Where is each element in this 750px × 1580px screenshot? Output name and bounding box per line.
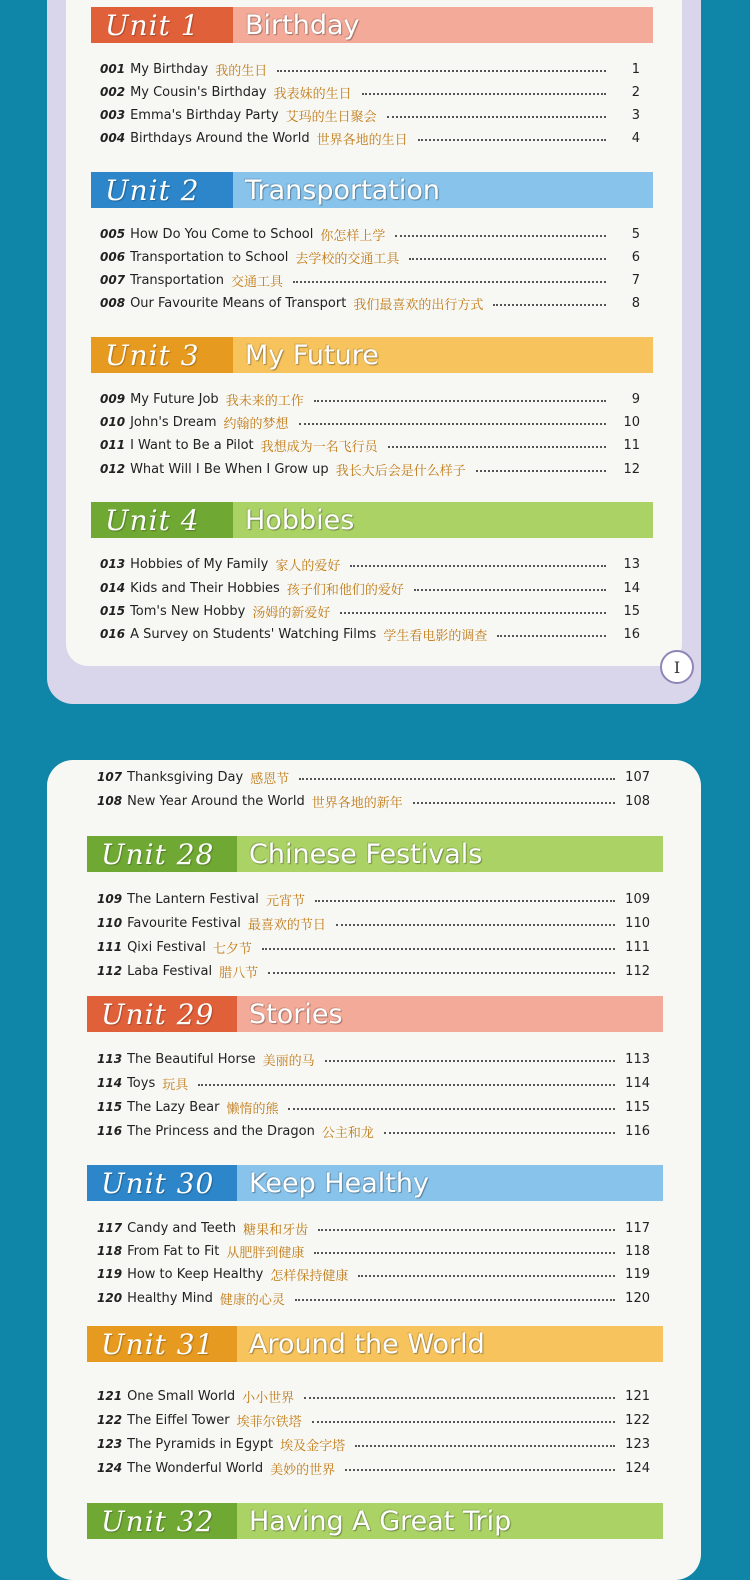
lesson-page: 11 <box>623 437 640 453</box>
lesson-page: 1 <box>631 61 640 77</box>
lesson-title-cn: 你怎样上学 <box>320 228 386 244</box>
lesson-title-cn: 小小世界 <box>242 1390 295 1406</box>
lesson-title-cn: 我的生日 <box>215 63 268 79</box>
unit-label: Unit 28 <box>87 836 237 872</box>
lesson-number: 110 <box>97 916 123 930</box>
lesson-number: 114 <box>97 1076 123 1090</box>
lesson-title-en: The Pyramids in Egypt <box>127 1436 274 1452</box>
unit-topic: Stories <box>237 996 663 1032</box>
lesson-page: 5 <box>631 226 640 242</box>
lesson-number: 005 <box>100 227 126 241</box>
lesson-row[interactable] <box>100 223 640 245</box>
lesson-number: 008 <box>100 296 126 310</box>
lesson-page: 7 <box>631 272 640 288</box>
lesson-page: 111 <box>625 939 650 955</box>
leader-dots <box>409 258 606 260</box>
lesson-title-en: Kids and Their Hobbies <box>130 580 280 596</box>
leader-dots <box>268 972 615 974</box>
leader-dots <box>295 1299 615 1301</box>
lesson-title-en: Emma's Birthday Party <box>130 107 279 123</box>
lesson-title-cn: 世界各地的生日 <box>316 132 408 148</box>
lesson-title-cn: 最喜欢的节日 <box>247 917 326 933</box>
lesson-number: 013 <box>100 557 126 571</box>
leader-dots <box>314 400 606 402</box>
leader-dots <box>418 139 606 141</box>
lesson-title-en: A Survey on Students' Watching Films <box>130 626 377 642</box>
lesson-title-cn: 埃及金字塔 <box>280 1438 346 1454</box>
leader-dots <box>315 900 615 902</box>
unit-label: Unit 2 <box>91 172 233 208</box>
lesson-title-en: Qixi Festival <box>127 939 206 955</box>
lesson-page: 120 <box>625 1290 650 1306</box>
lesson-row[interactable] <box>100 127 640 149</box>
lesson-row[interactable] <box>97 1048 650 1070</box>
lesson-page: 121 <box>625 1388 650 1404</box>
lesson-title-en: Favourite Festival <box>127 915 241 931</box>
lesson-number: 007 <box>100 273 126 287</box>
leader-dots <box>355 1445 615 1447</box>
lesson-title-cn: 感恩节 <box>250 771 290 787</box>
lesson-title-cn: 懒惰的熊 <box>226 1101 279 1117</box>
unit-topic: Having A Great Trip <box>237 1503 663 1539</box>
lesson-title-cn: 我表妹的生日 <box>273 86 352 102</box>
lesson-title-cn: 糖果和牙齿 <box>243 1222 309 1238</box>
unit-banner <box>87 1165 663 1201</box>
lesson-title-en: Toys <box>127 1075 156 1091</box>
lesson-row[interactable] <box>100 623 640 645</box>
lesson-title-cn: 健康的心灵 <box>219 1292 285 1308</box>
lesson-page: 15 <box>623 603 640 619</box>
unit-banner <box>91 337 653 373</box>
lesson-title-cn: 从肥胖到健康 <box>226 1245 305 1261</box>
lesson-title-en: My Birthday <box>130 61 209 77</box>
lesson-number: 115 <box>97 1100 123 1114</box>
lesson-number: 014 <box>100 581 126 595</box>
leader-dots <box>314 1252 615 1254</box>
lesson-number: 122 <box>97 1413 123 1427</box>
unit-topic: Chinese Festivals <box>237 836 663 872</box>
lesson-number: 009 <box>100 392 126 406</box>
lesson-page: 122 <box>625 1412 650 1428</box>
leader-dots <box>358 1275 615 1277</box>
lesson-title-cn: 世界各地的新年 <box>311 795 403 811</box>
leader-dots <box>340 612 606 614</box>
lesson-row[interactable] <box>100 81 640 103</box>
lesson-page: 123 <box>625 1436 650 1452</box>
lesson-title-en: From Fat to Fit <box>127 1243 220 1259</box>
lesson-page: 112 <box>625 963 650 979</box>
unit-label: Unit 30 <box>87 1165 237 1201</box>
lesson-number: 121 <box>97 1389 123 1403</box>
unit-topic: Transportation <box>233 172 653 208</box>
lesson-number: 003 <box>100 108 126 122</box>
lesson-number: 010 <box>100 415 126 429</box>
lesson-row[interactable] <box>97 1072 650 1094</box>
lesson-title-en: Healthy Mind <box>127 1290 213 1306</box>
leader-dots <box>476 470 606 472</box>
lesson-row[interactable] <box>97 1457 650 1479</box>
lesson-row[interactable] <box>97 1409 650 1431</box>
lesson-title-cn: 怎样保持健康 <box>270 1268 349 1284</box>
leader-dots <box>318 1229 615 1231</box>
leader-dots <box>350 565 606 567</box>
lesson-number: 001 <box>100 62 126 76</box>
unit-label: Unit 29 <box>87 996 237 1032</box>
lesson-title-cn: 玩具 <box>162 1077 189 1093</box>
lesson-page: 117 <box>625 1220 650 1236</box>
lesson-title-en: Hobbies of My Family <box>130 556 269 572</box>
lesson-page: 107 <box>625 769 650 785</box>
lesson-page: 14 <box>623 580 640 596</box>
lesson-row[interactable] <box>97 1096 650 1118</box>
leader-dots <box>345 1469 615 1471</box>
lesson-page: 116 <box>625 1123 650 1139</box>
lesson-row[interactable] <box>100 577 640 599</box>
lesson-page: 9 <box>631 391 640 407</box>
leader-dots <box>388 446 606 448</box>
lesson-title-en: The Beautiful Horse <box>127 1051 256 1067</box>
lesson-title-en: The Lantern Festival <box>127 891 259 907</box>
lesson-title-en: What Will I Be When I Grow up <box>130 461 329 477</box>
leader-dots <box>277 70 606 72</box>
leader-dots <box>384 1132 615 1134</box>
lesson-title-en: How to Keep Healthy <box>127 1266 264 1282</box>
page-marker <box>660 650 694 684</box>
leader-dots <box>414 589 606 591</box>
lesson-number: 119 <box>97 1267 123 1281</box>
leader-dots <box>497 635 606 637</box>
lesson-page: 6 <box>631 249 640 265</box>
lesson-title-cn: 我们最喜欢的出行方式 <box>353 297 484 313</box>
lesson-number: 016 <box>100 627 126 641</box>
lesson-row[interactable] <box>100 600 640 622</box>
lesson-title-cn: 汤姆的新爱好 <box>252 605 331 621</box>
leader-dots <box>336 924 615 926</box>
lesson-number: 011 <box>100 438 126 452</box>
lesson-page: 119 <box>625 1266 650 1282</box>
lesson-title-en: Tom's New Hobby <box>130 603 246 619</box>
lesson-title-cn: 交通工具 <box>230 274 283 290</box>
lesson-title-cn: 去学校的交通工具 <box>295 251 400 267</box>
lesson-title-en: The Princess and the Dragon <box>127 1123 315 1139</box>
leader-dots <box>299 778 615 780</box>
lesson-row[interactable] <box>97 1217 650 1239</box>
leader-dots <box>325 1060 616 1062</box>
lesson-title-en: Transportation to School <box>130 249 289 265</box>
leader-dots <box>299 423 606 425</box>
lesson-page: 114 <box>625 1075 650 1091</box>
leader-dots <box>312 1421 616 1423</box>
leader-dots <box>288 1108 615 1110</box>
lesson-page: 8 <box>631 295 640 311</box>
leader-dots <box>493 304 606 306</box>
lesson-number: 120 <box>97 1291 123 1305</box>
lesson-title-cn: 腊八节 <box>219 965 259 981</box>
lesson-row[interactable] <box>97 1287 650 1309</box>
lesson-title-cn: 公主和龙 <box>321 1125 374 1141</box>
unit-banner <box>87 1326 663 1362</box>
lesson-number: 113 <box>97 1052 123 1066</box>
lesson-title-cn: 我长大后会是什么样子 <box>335 463 466 479</box>
lesson-number: 015 <box>100 604 126 618</box>
lesson-row[interactable] <box>100 553 640 575</box>
lesson-row[interactable] <box>97 912 650 934</box>
unit-label: Unit 1 <box>91 7 233 43</box>
lesson-number: 117 <box>97 1221 123 1235</box>
lesson-title-en: Our Favourite Means of Transport <box>130 295 347 311</box>
lesson-page: 118 <box>625 1243 650 1259</box>
lesson-title-en: My Future Job <box>130 391 219 407</box>
leader-dots <box>395 235 606 237</box>
lesson-page: 124 <box>625 1460 650 1476</box>
lesson-number: 111 <box>97 940 123 954</box>
lesson-number: 124 <box>97 1461 123 1475</box>
leader-dots <box>198 1084 615 1086</box>
lesson-page: 110 <box>625 915 650 931</box>
unit-label: Unit 3 <box>91 337 233 373</box>
lesson-title-en: Laba Festival <box>127 963 213 979</box>
lesson-number: 108 <box>97 794 123 808</box>
unit-label: Unit 4 <box>91 502 233 538</box>
lesson-row[interactable] <box>97 960 650 982</box>
leader-dots <box>362 93 606 95</box>
lesson-row[interactable] <box>97 1120 650 1142</box>
lesson-title-en: The Eiffel Tower <box>127 1412 230 1428</box>
leader-dots <box>387 116 606 118</box>
lesson-row[interactable] <box>97 790 650 812</box>
lesson-row[interactable] <box>100 292 640 314</box>
lesson-title-en: The Wonderful World <box>127 1460 264 1476</box>
leader-dots <box>293 281 606 283</box>
lesson-row[interactable] <box>100 434 640 456</box>
lesson-title-cn: 艾玛的生日聚会 <box>285 109 377 125</box>
lesson-title-cn: 美妙的世界 <box>270 1462 336 1478</box>
lesson-title-cn: 学生看电影的调查 <box>383 628 488 644</box>
unit-banner <box>87 996 663 1032</box>
lesson-title-en: John's Dream <box>130 414 217 430</box>
lesson-number: 002 <box>100 85 126 99</box>
lesson-page: 108 <box>625 793 650 809</box>
lesson-page: 13 <box>623 556 640 572</box>
leader-dots <box>413 802 615 804</box>
lesson-number: 004 <box>100 131 126 145</box>
unit-banner <box>87 1503 663 1539</box>
unit-banner <box>91 7 653 43</box>
lesson-number: 006 <box>100 250 126 264</box>
lesson-title-en: The Lazy Bear <box>127 1099 220 1115</box>
lesson-page: 10 <box>623 414 640 430</box>
lesson-row[interactable] <box>100 388 640 410</box>
lesson-number: 112 <box>97 964 123 978</box>
lesson-title-en: One Small World <box>127 1388 236 1404</box>
lesson-title-cn: 美丽的马 <box>262 1053 315 1069</box>
lesson-page: 4 <box>631 130 640 146</box>
lesson-number: 116 <box>97 1124 123 1138</box>
lesson-title-cn: 约翰的梦想 <box>223 416 289 432</box>
unit-banner <box>91 172 653 208</box>
lesson-number: 123 <box>97 1437 123 1451</box>
lesson-title-en: My Cousin's Birthday <box>130 84 267 100</box>
lesson-title-cn: 孩子们和他们的爱好 <box>286 582 404 598</box>
lesson-row[interactable] <box>97 766 650 788</box>
lesson-title-cn: 元宵节 <box>265 893 305 909</box>
lesson-page: 113 <box>625 1051 650 1067</box>
lesson-title-en: New Year Around the World <box>127 793 305 809</box>
lesson-title-en: Candy and Teeth <box>127 1220 237 1236</box>
lesson-title-en: I Want to Be a Pilot <box>130 437 254 453</box>
unit-topic: Keep Healthy <box>237 1165 663 1201</box>
lesson-number: 109 <box>97 892 123 906</box>
unit-topic: My Future <box>233 337 653 373</box>
lesson-title-cn: 家人的爱好 <box>275 558 341 574</box>
leader-dots <box>262 948 615 950</box>
lesson-page: 109 <box>625 891 650 907</box>
lesson-row[interactable] <box>100 246 640 268</box>
unit-topic: Around the World <box>237 1326 663 1362</box>
lesson-row[interactable] <box>100 58 640 80</box>
lesson-page: 12 <box>623 461 640 477</box>
lesson-title-cn: 我想成为一名飞行员 <box>260 439 378 455</box>
lesson-page: 2 <box>631 84 640 100</box>
lesson-row[interactable] <box>100 458 640 480</box>
lesson-title-en: Birthdays Around the World <box>130 130 310 146</box>
lesson-row[interactable] <box>97 1240 650 1262</box>
unit-banner <box>87 836 663 872</box>
lesson-page: 115 <box>625 1099 650 1115</box>
lesson-title-cn: 七夕节 <box>212 941 252 957</box>
lesson-row[interactable] <box>97 1263 650 1285</box>
unit-label: Unit 31 <box>87 1326 237 1362</box>
leader-dots <box>304 1397 615 1399</box>
lesson-title-en: How Do You Come to School <box>130 226 314 242</box>
unit-banner <box>91 502 653 538</box>
lesson-row[interactable] <box>97 888 650 910</box>
lesson-row[interactable] <box>100 104 640 126</box>
lesson-title-en: Thanksgiving Day <box>127 769 244 785</box>
lesson-row[interactable] <box>97 936 650 958</box>
page-marker-label: I <box>673 657 681 677</box>
unit-topic: Hobbies <box>233 502 653 538</box>
lesson-row[interactable] <box>100 411 640 433</box>
lesson-row[interactable] <box>100 269 640 291</box>
lesson-title-cn: 埃菲尔铁塔 <box>236 1414 302 1430</box>
lesson-number: 012 <box>100 462 126 476</box>
lesson-number: 118 <box>97 1244 123 1258</box>
lesson-row[interactable] <box>97 1385 650 1407</box>
lesson-title-cn: 我未来的工作 <box>225 393 304 409</box>
lesson-page: 16 <box>623 626 640 642</box>
lesson-title-en: Transportation <box>130 272 224 288</box>
lesson-page: 3 <box>631 107 640 123</box>
lesson-row[interactable] <box>97 1433 650 1455</box>
unit-topic: Birthday <box>233 7 653 43</box>
lesson-number: 107 <box>97 770 123 784</box>
unit-label: Unit 32 <box>87 1503 237 1539</box>
